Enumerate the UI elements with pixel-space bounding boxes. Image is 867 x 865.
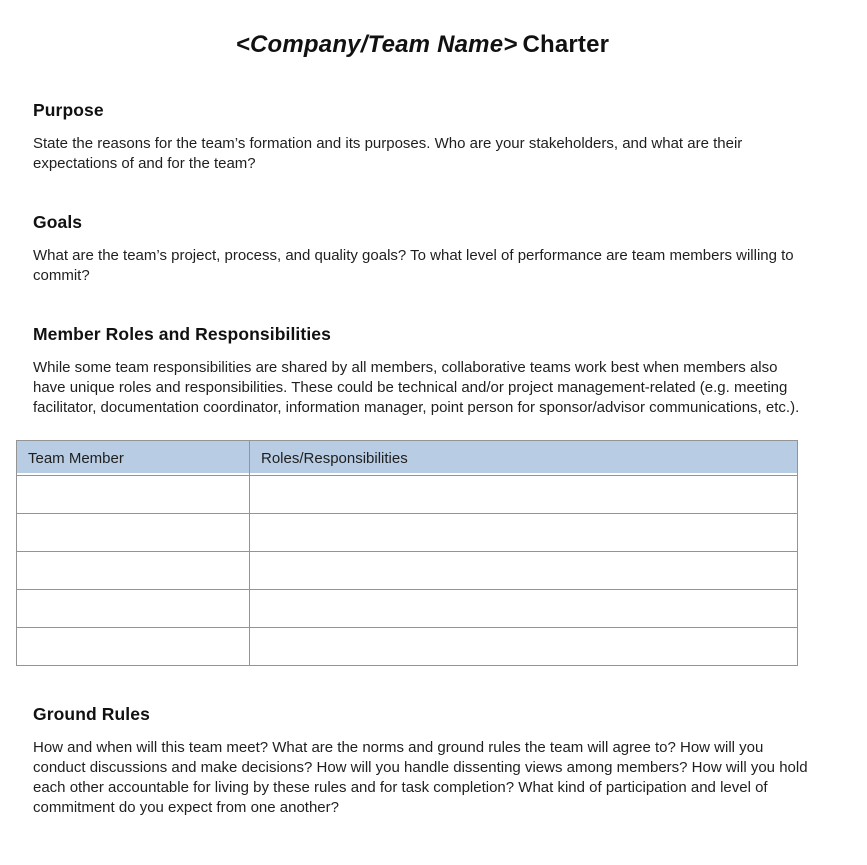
table-cell[interactable] bbox=[250, 552, 798, 590]
purpose-heading: Purpose bbox=[33, 100, 104, 120]
table-header-team-member: Team Member bbox=[17, 441, 250, 476]
company-name-placeholder: <Company/Team Name> bbox=[235, 31, 518, 58]
table-header-row bbox=[17, 441, 798, 476]
table-row bbox=[17, 552, 798, 590]
table-row bbox=[17, 476, 798, 514]
table-cell[interactable] bbox=[17, 628, 250, 666]
table-cell[interactable] bbox=[17, 590, 250, 628]
section-ground-rules bbox=[33, 703, 812, 818]
member-roles-body: While some team responsibilities are shared by all members, collaborative teams work best when members also have unique roles and responsibilities. These could be technical and/or project management-related (e.g. meeting facilitator, documentation coordinator, information manager, point person for sponsor/advisor communications, etc.). bbox=[33, 359, 800, 416]
goals-heading: Goals bbox=[33, 212, 83, 232]
roles-table bbox=[16, 440, 798, 666]
table-row bbox=[17, 514, 798, 552]
member-roles-heading: Member Roles and Responsibilities bbox=[33, 324, 331, 344]
ground-rules-body: How and when will this team meet? What are the norms and ground rules the team will agree to? How will you conduct discussions and make decisions? How will you handle dissenting views among members? How will you hold each other accountable for living by these rules and for task completion? What kind of participation and level of commitment do you expect from one another? bbox=[33, 739, 808, 816]
table-row bbox=[17, 590, 798, 628]
section-member-roles bbox=[33, 323, 812, 418]
purpose-body: State the reasons for the team’s formation and its purposes. Who are your stakeholders, and what are their expectations of and for the team? bbox=[33, 135, 743, 172]
goals-body: What are the team’s project, process, and quality goals? To what level of performance are team members willing to commit? bbox=[33, 247, 794, 284]
table-row bbox=[17, 628, 798, 666]
ground-rules-heading: Ground Rules bbox=[33, 704, 150, 724]
table-header-roles-responsibilities: Roles/Responsibilities bbox=[250, 441, 798, 476]
table-cell[interactable] bbox=[17, 514, 250, 552]
table-cell[interactable] bbox=[17, 476, 250, 514]
document-title bbox=[33, 28, 812, 62]
title-suffix: Charter bbox=[522, 31, 610, 58]
table-cell[interactable] bbox=[250, 476, 798, 514]
table-cell[interactable] bbox=[250, 590, 798, 628]
table-cell[interactable] bbox=[250, 514, 798, 552]
table-cell[interactable] bbox=[17, 552, 250, 590]
section-purpose bbox=[33, 99, 812, 174]
table-cell[interactable] bbox=[250, 628, 798, 666]
section-goals bbox=[33, 211, 812, 286]
